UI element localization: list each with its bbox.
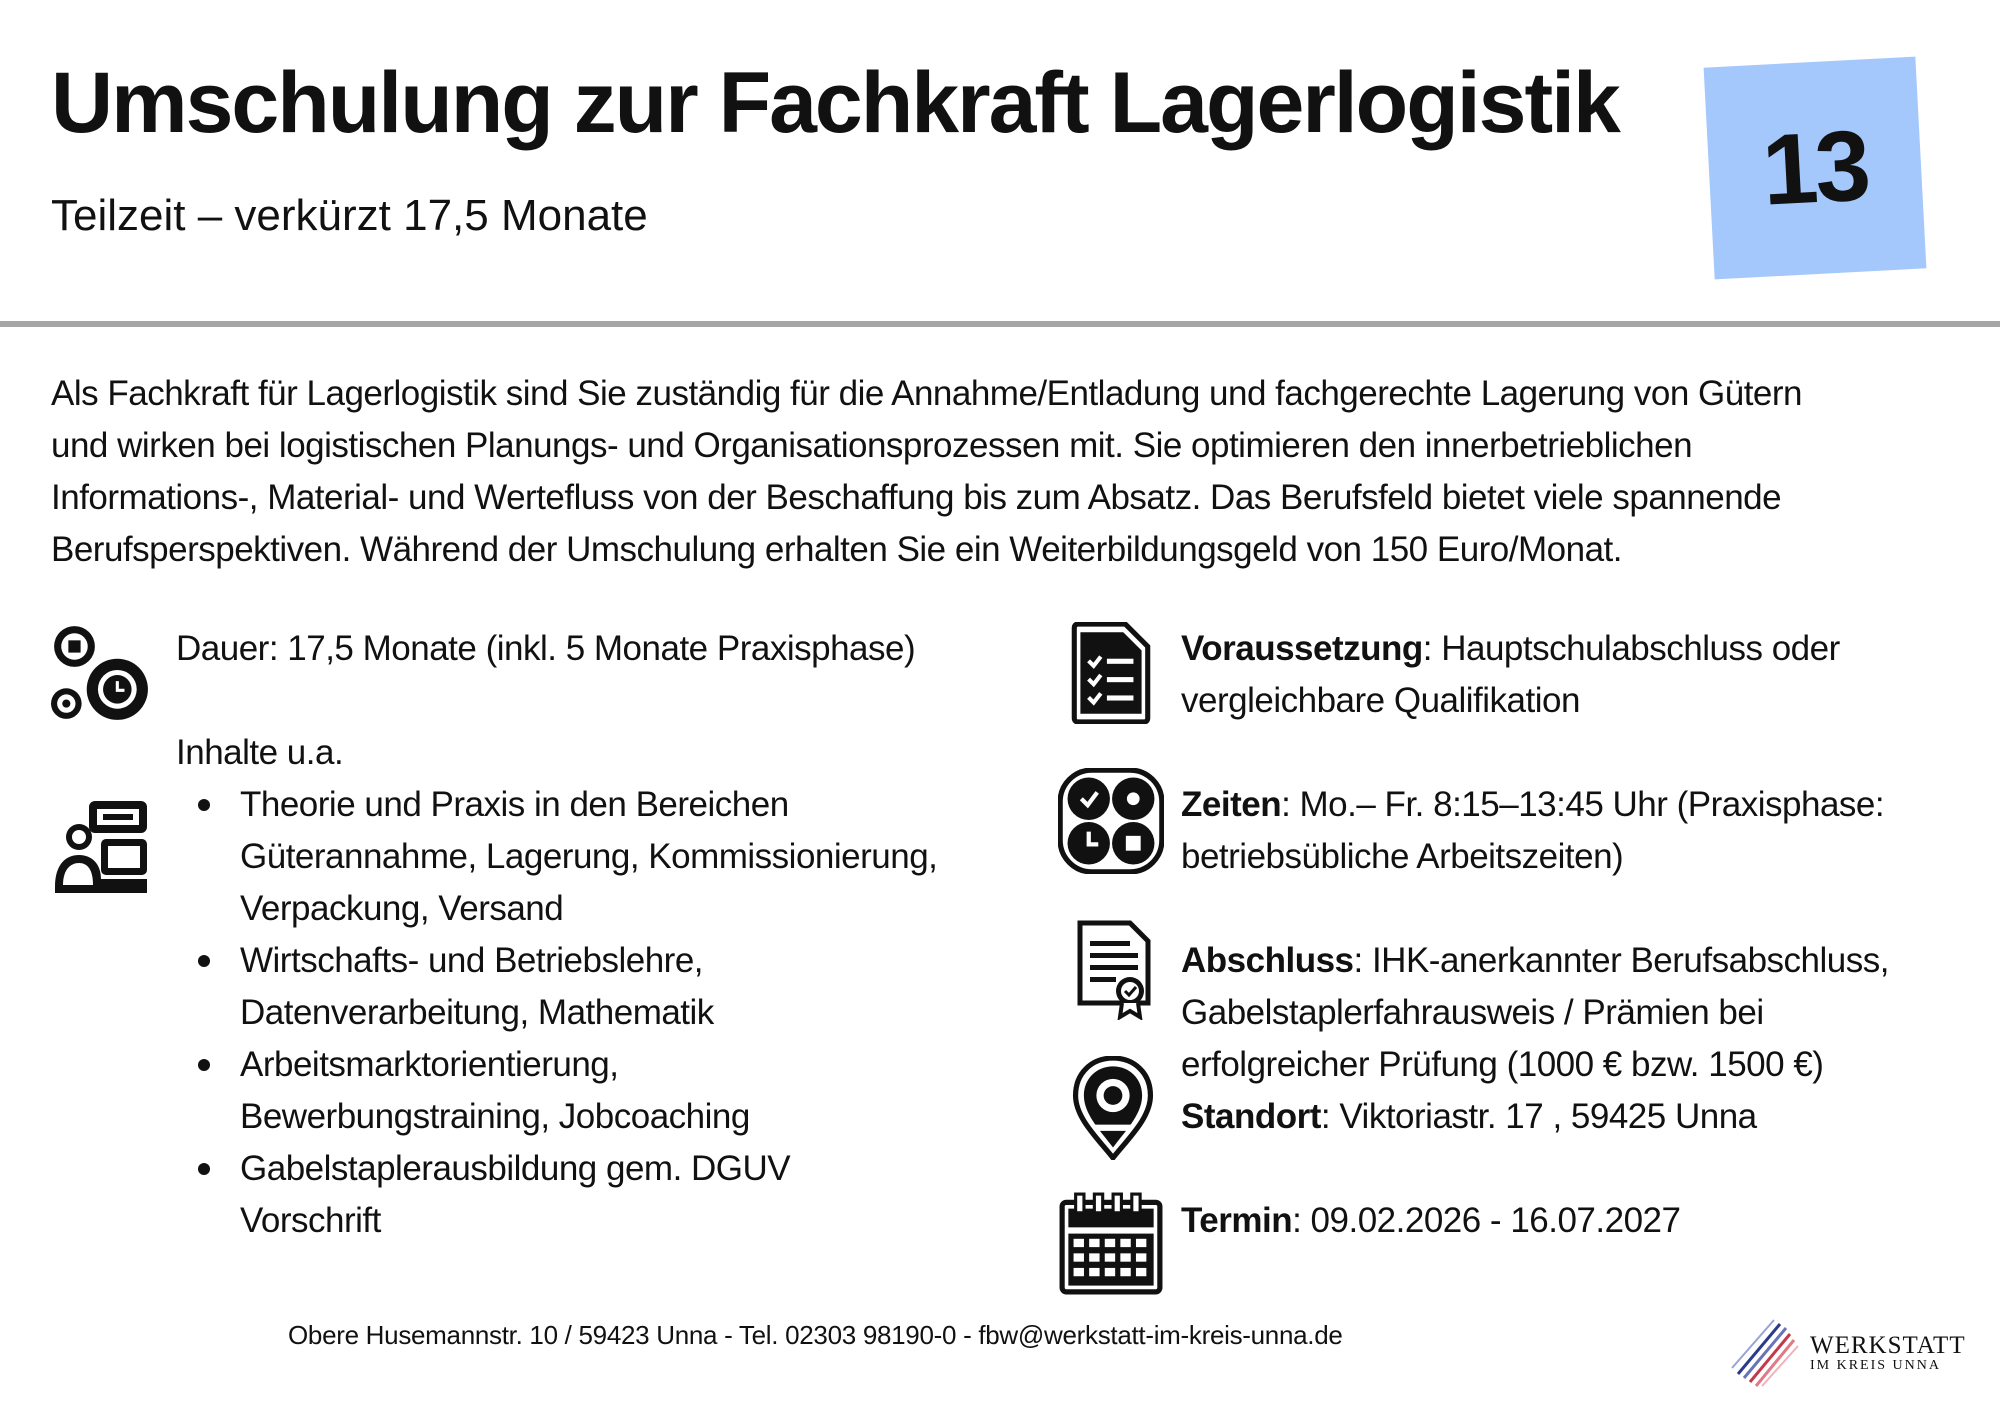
location-pin-icon [1070,1056,1156,1160]
certificate-icon [1074,918,1154,1020]
contents-heading: Inhalte u.a. [176,733,344,772]
list-item: Arbeitsmarktorientierung, Bewerbungstraining, Jobcoaching [176,1039,976,1143]
list-item: Wirtschafts- und Betriebslehre, Datenverarbeitung, Mathematik [176,935,976,1039]
intro-paragraph [51,368,1951,576]
right-column: Voraussetzung: Hauptschulabschluss oder vergleichbare Qualifikation Zeiten: Mo.– Fr. 8:15–13:45 Uhr (Praxisphase: betriebsübliche Arbeitszeiten) Abschluss: IHK-anerkannter Berufsabschluss, Gabelstaplerfahrausweis / Prämien bei erfolgreicher Prüfung (1000 € bzw. 1500 €) Standort: Viktoriastr. 17 , 59425 Unna Termin: 09.02.2026 - 16.07.2027 [1181,623,1981,1247]
degree-line: Abschluss: IHK-anerkannter Berufsabschluss, [1181,941,1889,980]
logo-line2: IM KREIS UNNA [1810,1358,1941,1373]
page-title: Umschulung zur Fachkraft Lagerlogistik [51,55,1619,151]
gears-icon [50,622,152,724]
requirement-line: Voraussetzung: Hauptschulabschluss oder [1181,629,1840,668]
clock-grid-icon [1058,768,1164,874]
number-badge [1704,57,1927,280]
times-line: Zeiten: Mo.– Fr. 8:15–13:45 Uhr (Praxisphase: [1181,785,1885,824]
date-line: Termin: 09.02.2026 - 16.07.2027 [1181,1201,1681,1240]
presentation-icon [50,797,152,897]
logo-line1: WERKSTATT [1810,1332,1966,1359]
intro-line: Berufsperspektiven. Während der Umschulung erhalten Sie ein Weiterbildungsgeld von 150 Euro/Monat. [51,530,1622,569]
werkstatt-logo [1728,1310,1966,1390]
list-item: Gabelstaplerausbildung gem. DGUV Vorschrift [176,1143,976,1247]
badge-number: 13 [1759,108,1871,227]
intro-line: Informations-, Material- und Wertefluss von der Beschaffung bis zum Absatz. Das Berufsfeld bietet viele spannende [51,478,1782,517]
page-subtitle: Teilzeit – verkürzt 17,5 Monate [51,191,648,240]
left-column [176,623,976,1247]
logo-stripes-icon [1728,1314,1804,1388]
footer-contact: Obere Husemannstr. 10 / 59423 Unna - Tel. 02303 98190-0 - fbw@werkstatt-im-kreis-unna.de [288,1320,1343,1350]
intro-line: Als Fachkraft für Lagerlogistik sind Sie zuständig für die Annahme/Entladung und fachgerechte Lagerung von Gütern [51,374,1803,413]
calendar-icon [1058,1192,1164,1296]
duration-text: Dauer: 17,5 Monate (inkl. 5 Monate Praxisphase) [176,629,916,668]
intro-line: und wirken bei logistischen Planungs- und Organisationsprozessen mit. Sie optimieren den innerbetrieblichen [51,426,1693,465]
checklist-icon [1070,622,1152,724]
list-item: Theorie und Praxis in den Bereichen Güterannahme, Lagerung, Kommissionierung, Verpackung, Versand [176,779,976,935]
contents-list [176,779,976,1247]
location-line: Standort: Viktoriastr. 17 , 59425 Unna [1181,1097,1757,1136]
header-divider [0,321,2000,327]
